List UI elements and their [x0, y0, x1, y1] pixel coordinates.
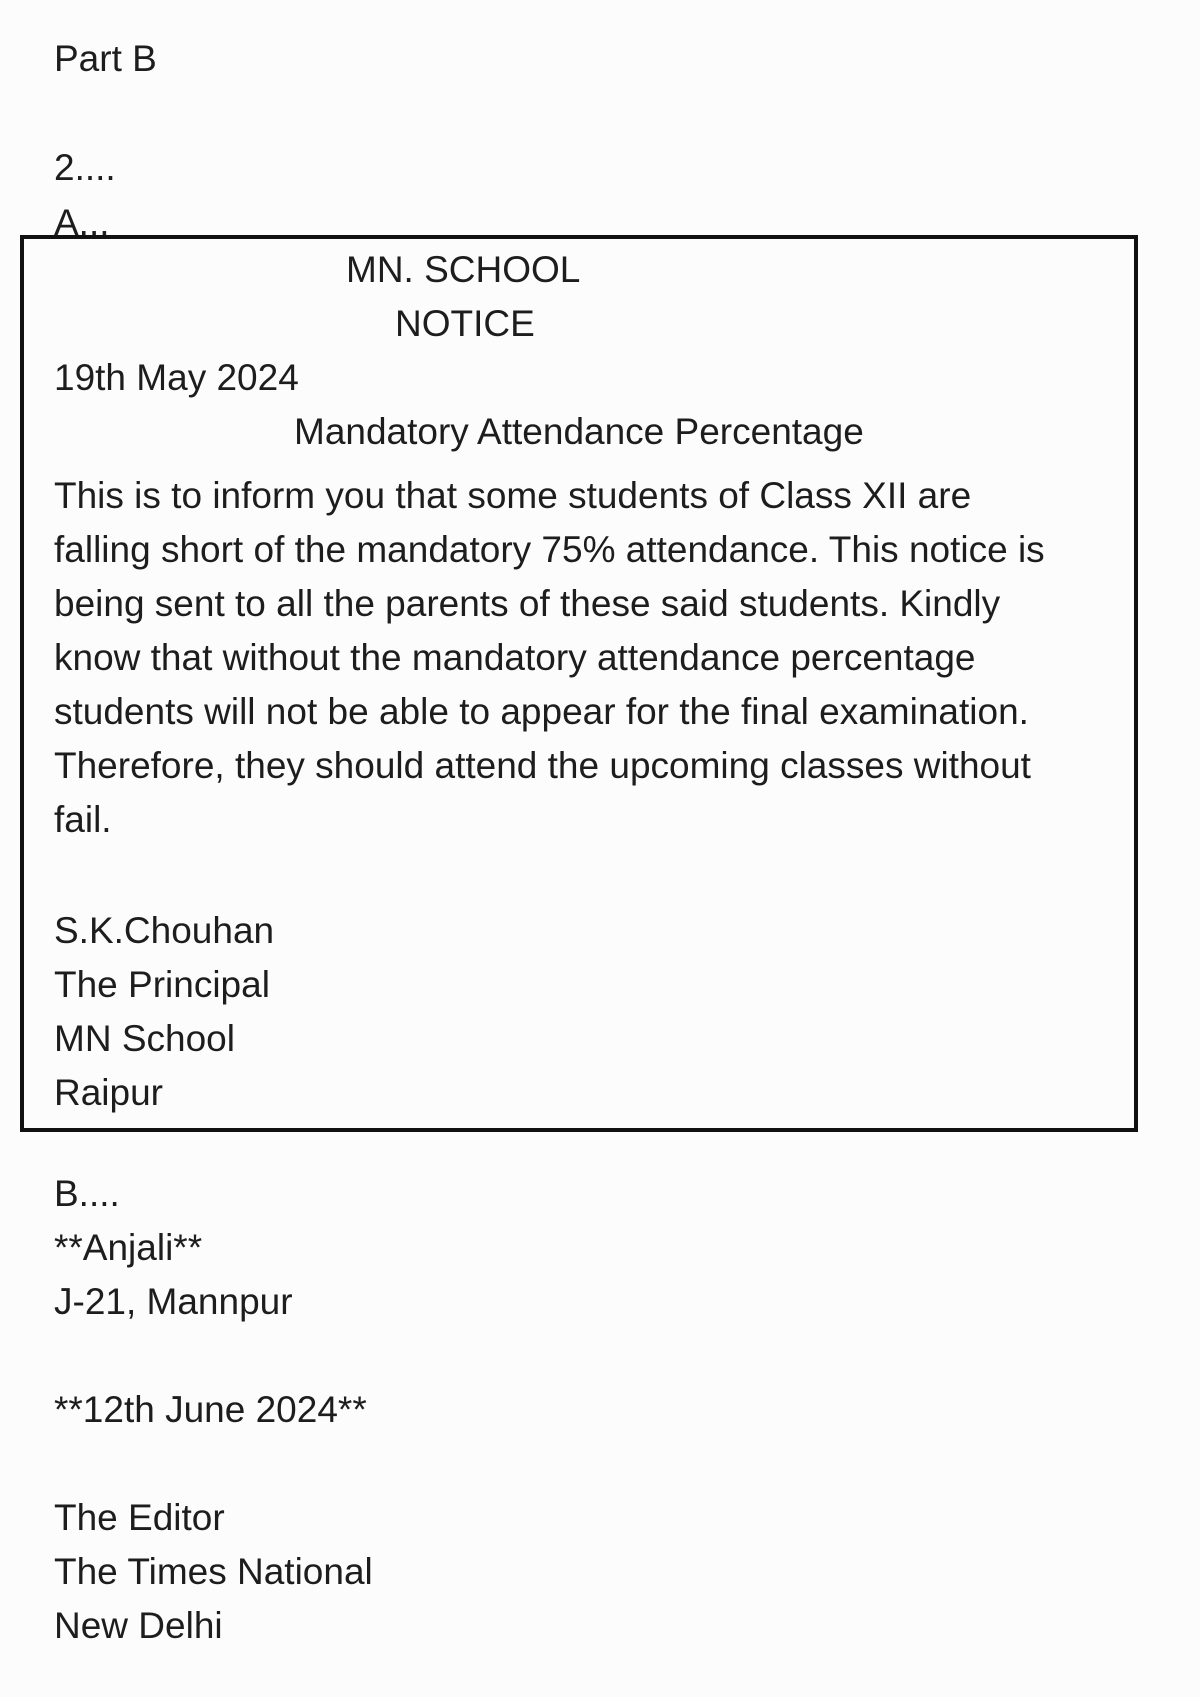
- notice-body-line: This is to inform you that some students of Class XII are: [54, 475, 972, 516]
- notice-school-name: MN. SCHOOL: [346, 249, 581, 290]
- notice-body-line: know that without the mandatory attendance percentage: [54, 637, 976, 678]
- notice-box: [20, 235, 1138, 1132]
- recipient-city: New Delhi: [54, 1605, 223, 1646]
- notice-date: 19th May 2024: [54, 357, 299, 398]
- notice-body-line: fail.: [54, 799, 112, 840]
- recipient-title: The Editor: [54, 1497, 225, 1538]
- notice-body: [54, 469, 1149, 847]
- notice-heading: NOTICE: [395, 303, 535, 344]
- signatory-name: S.K.Chouhan: [54, 910, 275, 951]
- letter-date: **12th June 2024**: [54, 1389, 367, 1430]
- question-number: 2....: [54, 147, 116, 188]
- section-b-label: B....: [54, 1173, 120, 1214]
- part-heading: Part B: [54, 38, 157, 79]
- section-a-label: A...: [54, 202, 110, 243]
- notice-body-line: falling short of the mandatory 75% attendance. This notice is: [54, 529, 1045, 570]
- notice-body-line: being sent to all the parents of these said students. Kindly: [54, 583, 1001, 624]
- sender-address: J-21, Mannpur: [54, 1281, 293, 1322]
- notice-body-line: Therefore, they should attend the upcoming classes without: [54, 745, 1031, 786]
- notice-subject: Mandatory Attendance Percentage: [294, 411, 864, 452]
- sender-name: **Anjali**: [54, 1227, 203, 1268]
- signatory-designation: The Principal: [54, 964, 270, 1005]
- signatory-organization: MN School: [54, 1018, 235, 1059]
- signatory-city: Raipur: [54, 1072, 163, 1113]
- recipient-organization: The Times National: [54, 1551, 373, 1592]
- notice-body-line: students will not be able to appear for the final examination.: [54, 691, 1029, 732]
